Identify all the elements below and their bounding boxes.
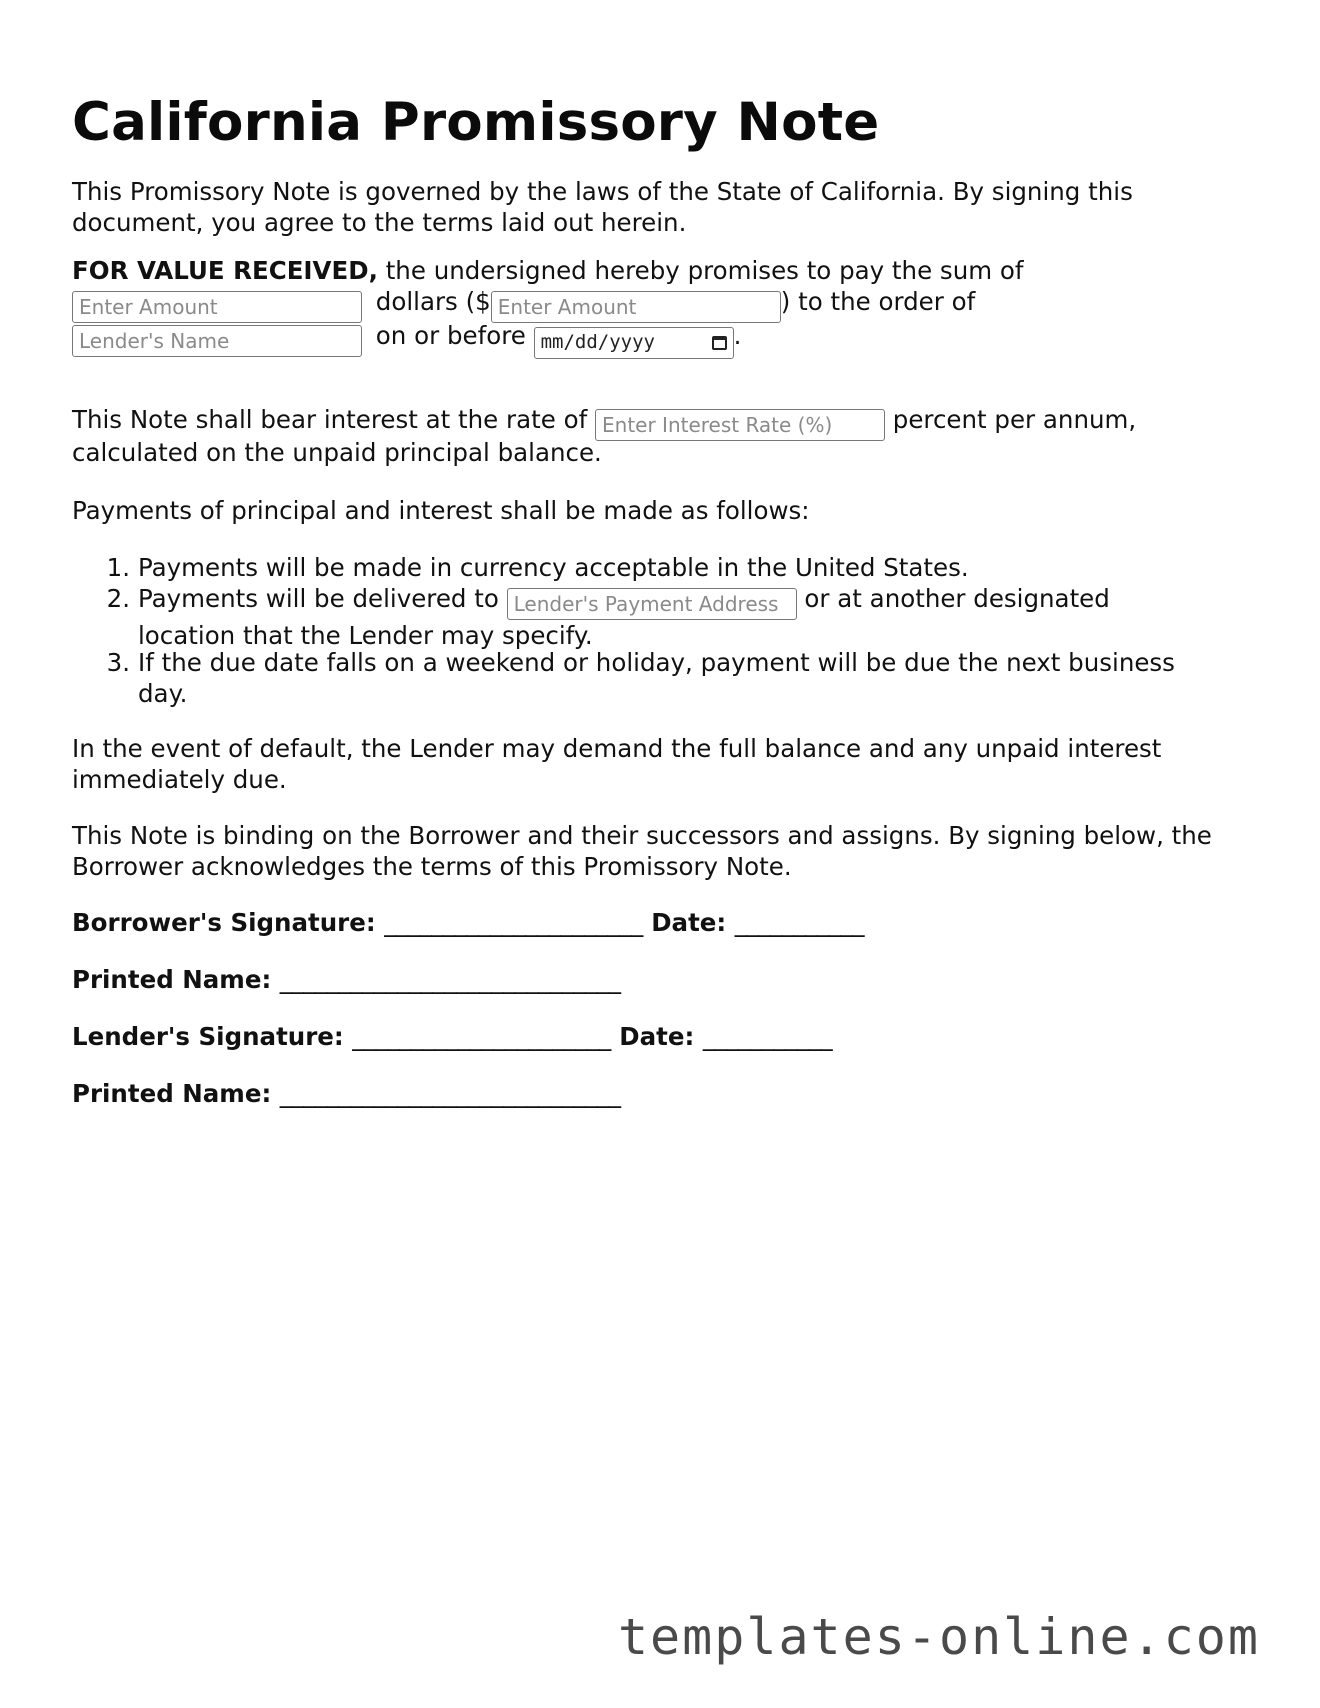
watermark: templates-online.com (617, 1608, 1260, 1666)
borrower-name-label: Printed Name: (72, 965, 272, 994)
lender-date-line[interactable]: ___________ (702, 1022, 833, 1051)
lender-signature-label: Lender's Signature: (72, 1022, 344, 1051)
value-text-2: dollars ($ (375, 287, 491, 316)
value-text-4: on or before (375, 321, 526, 350)
value-received-paragraph (72, 255, 1242, 286)
lender-date-line (72, 320, 1242, 359)
payments-intro: Payments of principal and interest shall be made as follows: (72, 496, 810, 525)
amount-number-input[interactable] (491, 291, 781, 323)
lender-signature-row (72, 1022, 832, 1051)
lender-name-input[interactable] (72, 325, 362, 357)
borrower-signature-label: Borrower's Signature: (72, 908, 376, 937)
value-text-3: ) to the order of (780, 287, 976, 316)
value-text-5: . (733, 321, 742, 350)
borrower-name-row (72, 965, 621, 994)
value-text-1: the undersigned hereby promises to pay the sum of (385, 256, 1024, 285)
interest-text-1: This Note shall bear interest at the rate of (72, 405, 588, 434)
borrower-signature-line[interactable]: ______________________ (384, 908, 643, 937)
default-clause: In the event of default, the Lender may demand the full balance and any unpaid interest immediately due. (72, 734, 1162, 794)
interest-line (72, 404, 1242, 441)
calendar-icon[interactable] (712, 336, 727, 350)
lender-name-line[interactable]: _____________________________ (279, 1079, 621, 1108)
borrower-name-line[interactable]: _____________________________ (279, 965, 621, 994)
payment-address-input[interactable] (507, 588, 797, 620)
list-item: 2. Payments will be delivered to Lender's Payment Address or at another designated location that the Lender may specify. (102, 583, 1222, 647)
amount-line (72, 286, 1242, 323)
value-received-lead: FOR VALUE RECEIVED, (72, 256, 378, 285)
lender-date-label: Date: (619, 1022, 695, 1051)
due-date-input[interactable] (534, 327, 734, 359)
borrower-signature-row (72, 908, 864, 937)
interest-line-2: calculated on the unpaid principal balance. (72, 438, 602, 467)
page-title: California Promissory Note (72, 92, 880, 153)
interest-text-2: percent per annum, (892, 405, 1137, 434)
date-placeholder: mm/dd/yyyy (540, 331, 655, 353)
binding-clause: This Note is binding on the Borrower and their successors and assigns. By signing below, the Borrower acknowledges the terms of this Promissory Note. (72, 821, 1212, 881)
lender-signature-line[interactable]: ______________________ (352, 1022, 611, 1051)
lender-name-row (72, 1079, 621, 1108)
borrower-date-line[interactable]: ___________ (734, 908, 864, 937)
amount-words-input[interactable] (72, 291, 362, 323)
lender-name-label: Printed Name: (72, 1079, 272, 1108)
intro-paragraph: This Promissory Note is governed by the laws of the State of California. By signing this document, you agree to the terms laid out herein. (72, 177, 1133, 237)
borrower-date-label: Date: (651, 908, 727, 937)
